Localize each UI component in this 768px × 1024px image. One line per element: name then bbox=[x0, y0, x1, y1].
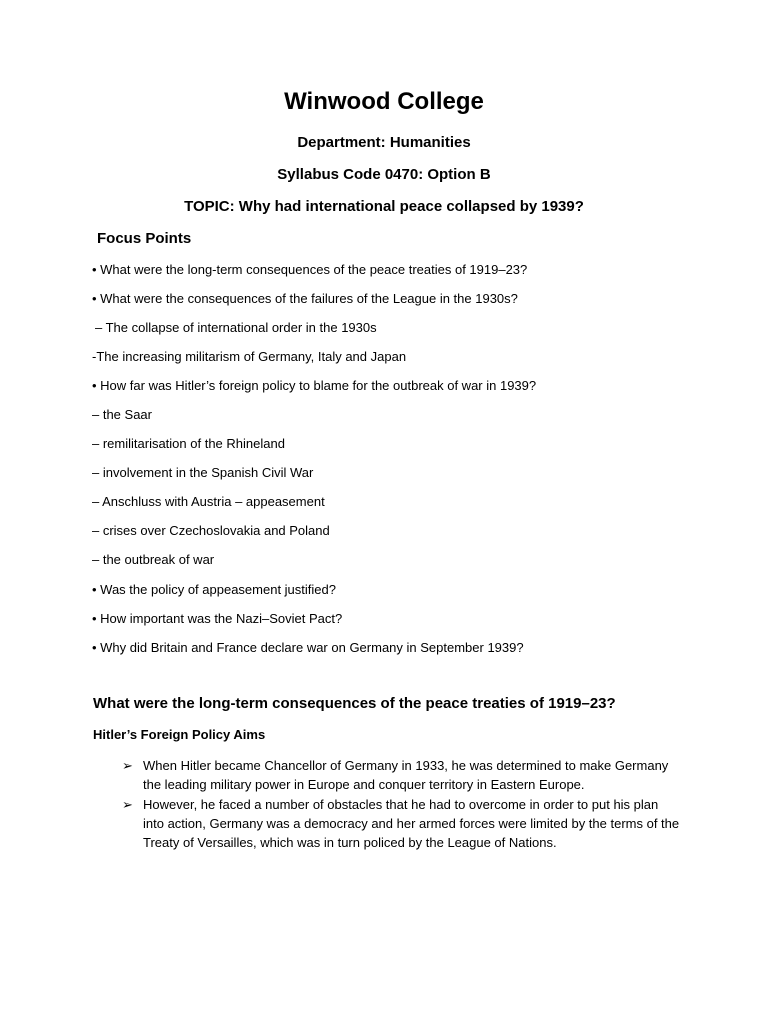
focus-point: • Why did Britain and France declare war on Germany in September 1939? bbox=[92, 639, 524, 655]
focus-points-list bbox=[92, 262, 712, 669]
focus-point: – involvement in the Spanish Civil War bbox=[92, 465, 314, 481]
syllabus-code: Syllabus Code 0470: Option B bbox=[277, 166, 491, 183]
focus-point: • Was the policy of appeasement justified? bbox=[92, 581, 336, 597]
focus-point: – the outbreak of war bbox=[92, 552, 215, 568]
arrow-bullet-icon: ➢ bbox=[122, 758, 133, 773]
list-item bbox=[122, 756, 682, 795]
topic-heading: TOPIC: Why had international peace collapsed by 1939? bbox=[184, 198, 584, 215]
foreign-policy-bullets bbox=[122, 756, 682, 852]
list-item bbox=[122, 795, 682, 853]
focus-point: – crises over Czechoslovakia and Poland bbox=[92, 523, 330, 539]
focus-point: – Anschluss with Austria – appeasement bbox=[92, 494, 325, 510]
focus-points-heading: Focus Points bbox=[97, 230, 192, 247]
arrow-bullet-icon: ➢ bbox=[122, 796, 133, 812]
focus-point: – the Saar bbox=[92, 407, 152, 423]
section-heading: What were the long-term consequences of the peace treaties of 1919–23? bbox=[93, 695, 616, 712]
department-heading: Department: Humanities bbox=[297, 134, 471, 151]
bullet-text: When Hitler became Chancellor of Germany in 1933, he was determined to make Germany the leading military power in Europe and conquer territory in Eastern Europe. bbox=[143, 758, 669, 793]
focus-point: • How far was Hitler’s foreign policy to blame for the outbreak of war in 1939? bbox=[92, 378, 537, 394]
bullet-text: However, he faced a number of obstacles that he had to overcome in order to put his plan into action, Germany was a democracy and her armed forces were limited by the terms of the Treaty of Versailles, which was in turn policed by the League of Nations. bbox=[143, 796, 680, 851]
focus-point: • How important was the Nazi–Soviet Pact? bbox=[92, 610, 343, 626]
focus-point: • What were the consequences of the failures of the League in the 1930s? bbox=[92, 291, 518, 307]
focus-point: – The collapse of international order in the 1930s bbox=[95, 320, 377, 336]
focus-point: – remilitarisation of the Rhineland bbox=[92, 436, 285, 452]
section-subheading: Hitler’s Foreign Policy Aims bbox=[93, 727, 266, 742]
focus-point: -The increasing militarism of Germany, Italy and Japan bbox=[92, 349, 407, 365]
focus-point: • What were the long-term consequences of the peace treaties of 1919–23? bbox=[92, 262, 528, 277]
college-title: Winwood College bbox=[284, 88, 484, 115]
